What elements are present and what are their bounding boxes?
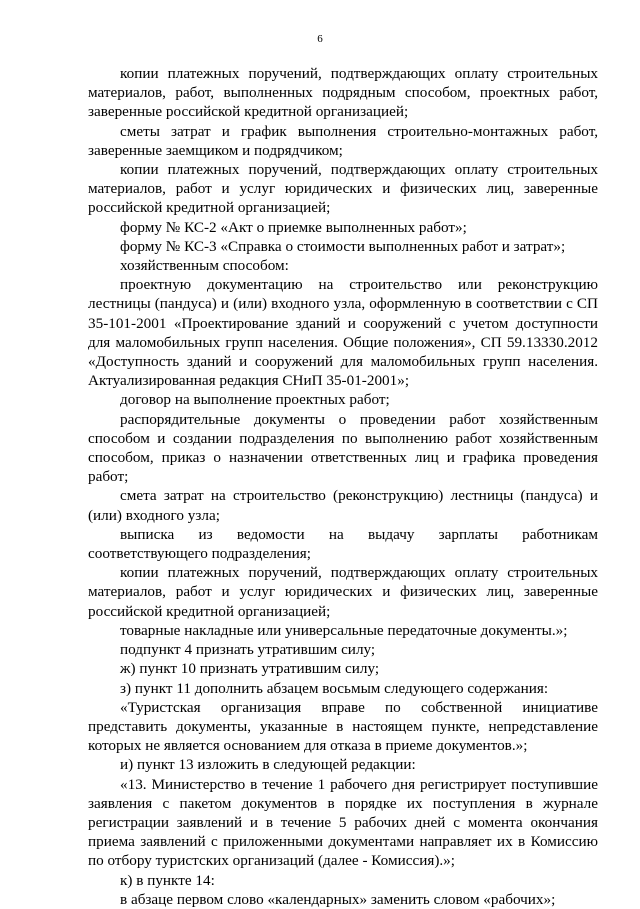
paragraph: смета затрат на строительство (реконструкцию) лестницы (пандуса) и (или) входного узла;: [88, 487, 598, 524]
paragraph: товарные накладные или универсальные передаточные документы.»;: [120, 621, 568, 639]
document-body: [88, 64, 598, 909]
paragraph: подпункт 4 признать утратившим силу;: [120, 641, 376, 659]
paragraph: хозяйственным способом:: [120, 257, 289, 275]
paragraph: сметы затрат и график выполнения строительно-монтажных работ, заверенные заемщиком и подрядчиком;: [88, 122, 598, 159]
paragraph: «Туристская организация вправе по собственной инициативе представить документы, указанные в настоящем пункте, непредставление которых не является основанием для отказа в приеме документов.»;: [88, 698, 598, 755]
paragraph: копии платежных поручений, подтверждающих оплату строительных материалов, работ, выполненных подрядным способом, проектных работ, заверенные российской кредитной организацией;: [88, 65, 598, 121]
paragraph: к) в пункте 14:: [120, 871, 215, 889]
paragraph: договор на выполнение проектных работ;: [120, 391, 390, 409]
paragraph: и) пункт 13 изложить в следующей редакции:: [120, 756, 416, 774]
paragraph: копии платежных поручений, подтверждающих оплату строительных материалов, работ и услуг юридических и физических лиц, заверенные российской кредитной организацией;: [88, 564, 598, 620]
paragraph: в абзаце первом слово «календарных» заменить словом «рабочих»;: [120, 890, 556, 908]
paragraph: распорядительные документы о проведении работ хозяйственным способом и создании подразделения по выполнению работ хозяйственным способом, приказ о назначении ответственных лиц и графика проведения работ;: [88, 410, 598, 486]
paragraph: копии платежных поручений, подтверждающих оплату строительных материалов, работ и услуг юридических и физических лиц, заверенные российской кредитной организацией;: [88, 161, 598, 217]
paragraph: выписка из ведомости на выдачу зарплаты работникам соответствующего подразделения;: [88, 525, 598, 563]
paragraph: з) пункт 11 дополнить абзацем восьмым следующего содержания:: [120, 679, 549, 697]
paragraph: форму № КС-2 «Акт о приемке выполненных работ»;: [120, 218, 467, 236]
page-number: 6: [317, 33, 323, 45]
paragraph: ж) пункт 10 признать утратившим силу;: [120, 660, 380, 678]
paragraph: «13. Министерство в течение 1 рабочего дня регистрирует поступившие заявления с пакетом документов в порядке их поступления в журнале регистрации заявлений и в течение 5 рабочих дней с момента окончания приема заявлений с приложенными документами направляет их в Комиссию по отбору туристских организаций (далее - Комиссия).»;: [88, 775, 598, 870]
paragraph: проектную документацию на строительство или реконструкцию лестницы (пандуса) и (или) входного узла, оформленную в соответствии с СП 35-101-2001 «Проектирование зданий и сооружений с учетом доступности для маломобильных групп населения. Общие положения», СП 59.13330.2012 «Доступность зданий и сооружений для маломобильных групп населения. Актуализированная редакция СНиП 35-01-2001»;: [88, 276, 598, 390]
paragraph: форму № КС-3 «Справка о стоимости выполненных работ и затрат»;: [120, 237, 566, 255]
